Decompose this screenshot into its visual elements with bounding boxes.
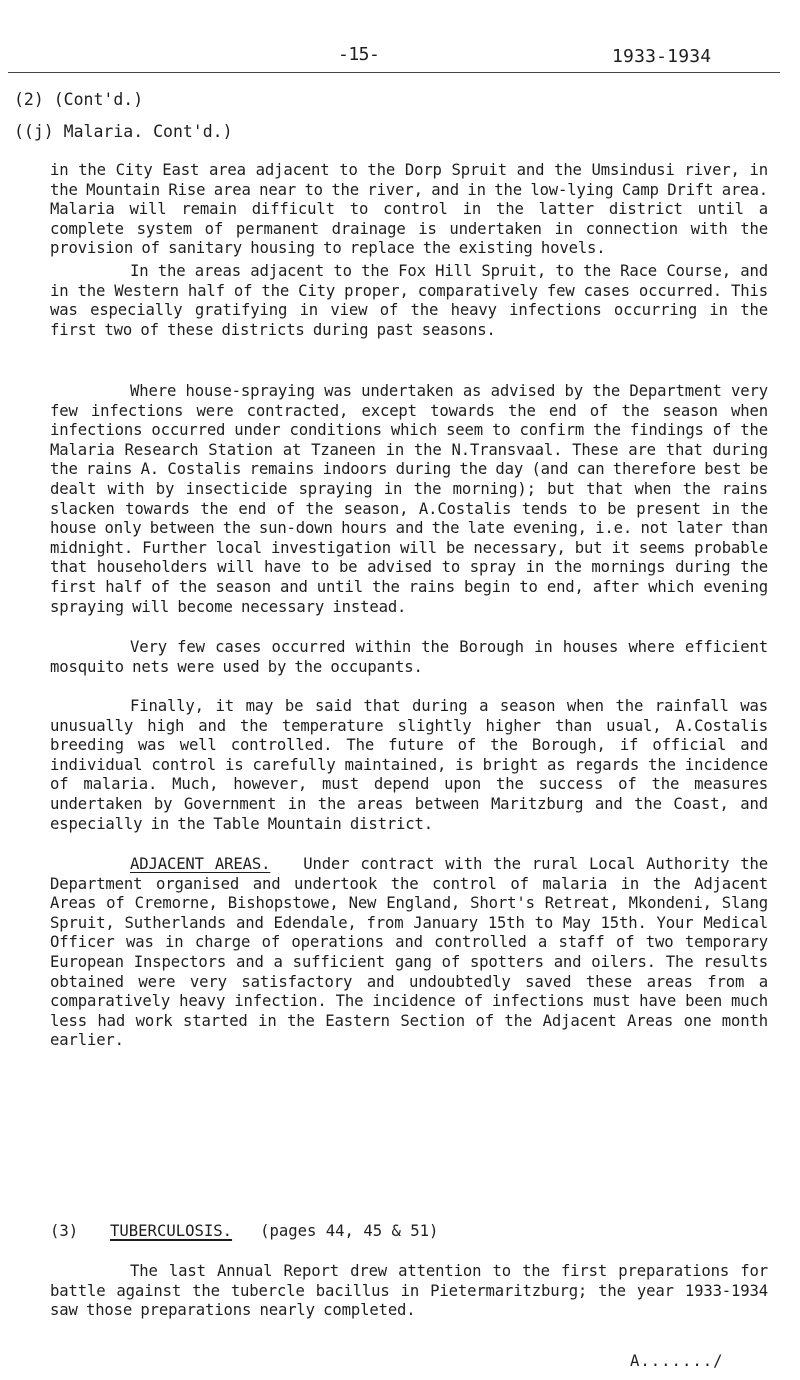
adjacent-areas-text: Under contract with the rural Local Authority the Department organised and undertook the control of malaria in the Adjacent Areas of Cremorne, Bishopstowe, New England, Short's Retreat, Mkondeni, Slang Spruit, Sutherlands and Edendale, from January 15th to May 15th. Your Medical Officer was in charge of operations and controlled a staff of two temporary European Inspectors and a sufficient gang of spotters and oilers. The results obtained were very satisfactory and undoubtedly saved these areas from a comparatively heavy infection. The incidence of infections must have been much less had work started in the Eastern Section of the Adjacent Areas one month earlier.	[50, 855, 768, 1050]
paragraph-fox-hill: In the areas adjacent to the Fox Hill Spruit, to the Race Course, and in the Western half of the City proper, comparatively few cases occurred. This was especially gratifying in view of the heavy infections occurring in the first two of these districts during past seasons.	[50, 262, 768, 339]
section-number: (3)	[50, 1222, 79, 1240]
section-page-refs: (pages 44, 45 & 51)	[260, 1222, 439, 1240]
paragraph-city-east: in the City East area adjacent to the Dorp Spruit and the Umsindusi river, in the Mountain Rise area near to the river, and in the low-lying Camp Drift area. Malaria will remain difficult to control in the latter district until a complete system of permanent drainage is undertaken in connection with the provision of sanitary housing to replace the existing hovels.	[50, 161, 768, 258]
subsection-continued-heading: ((j) Malaria. Cont'd.)	[14, 122, 233, 141]
paragraph-mosquito-nets: Very few cases occurred within the Borough in houses where efficient mosquito nets were used by the occupants.	[50, 638, 768, 676]
paragraph-finally: Finally, it may be said that during a season when the rainfall was unusually high and the temperature slightly higher than usual, A.Costalis breeding was well controlled. The future of the Borough, if official and individual control is carefully maintained, is bright as regards the incidence of malaria. Much, however, must depend upon the success of the measures undertaken by Government in the areas between Maritzburg and the Coast, and especially in the Table Mountain district.	[50, 697, 768, 833]
report-year: 1933-1934	[612, 46, 712, 67]
page-number: -15-	[338, 44, 380, 65]
continuation-marker: A......./	[630, 1352, 724, 1370]
section-tuberculosis-heading	[50, 1222, 438, 1240]
header-rule	[8, 72, 780, 73]
paragraph-adjacent-areas	[50, 855, 768, 1051]
paragraph-tuberculosis: The last Annual Report drew attention to the first preparations for battle against the tubercle bacillus in Pietermaritzburg; the year 1933-1934 saw those preparations nearly completed.	[50, 1262, 768, 1320]
paragraph-house-spraying: Where house-spraying was undertaken as advised by the Department very few infections were contracted, except towards the end of the season when infections occurred under conditions which seem to confirm the findings of the Malaria Research Station at Tzaneen in the N.Transvaal. These are that during the rains A. Costalis remains indoors during the day (and can therefore best be dealt with by insecticide spraying in the morning); but that when the rains slacken towards the end of the season, A.Costalis tends to be present in the house only between the sun-down hours and the late evening, i.e. not later than midnight. Further local investigation will be necessary, but it seems probable that householders will have to be advised to spray in the mornings during the first half of the season and until the rains begin to end, after which evening spraying will become necessary instead.	[50, 382, 768, 616]
section-continued-heading: (2) (Cont'd.)	[14, 90, 144, 109]
section-title: TUBERCULOSIS.	[110, 1222, 233, 1240]
adjacent-areas-label: ADJACENT AREAS.	[130, 855, 271, 873]
